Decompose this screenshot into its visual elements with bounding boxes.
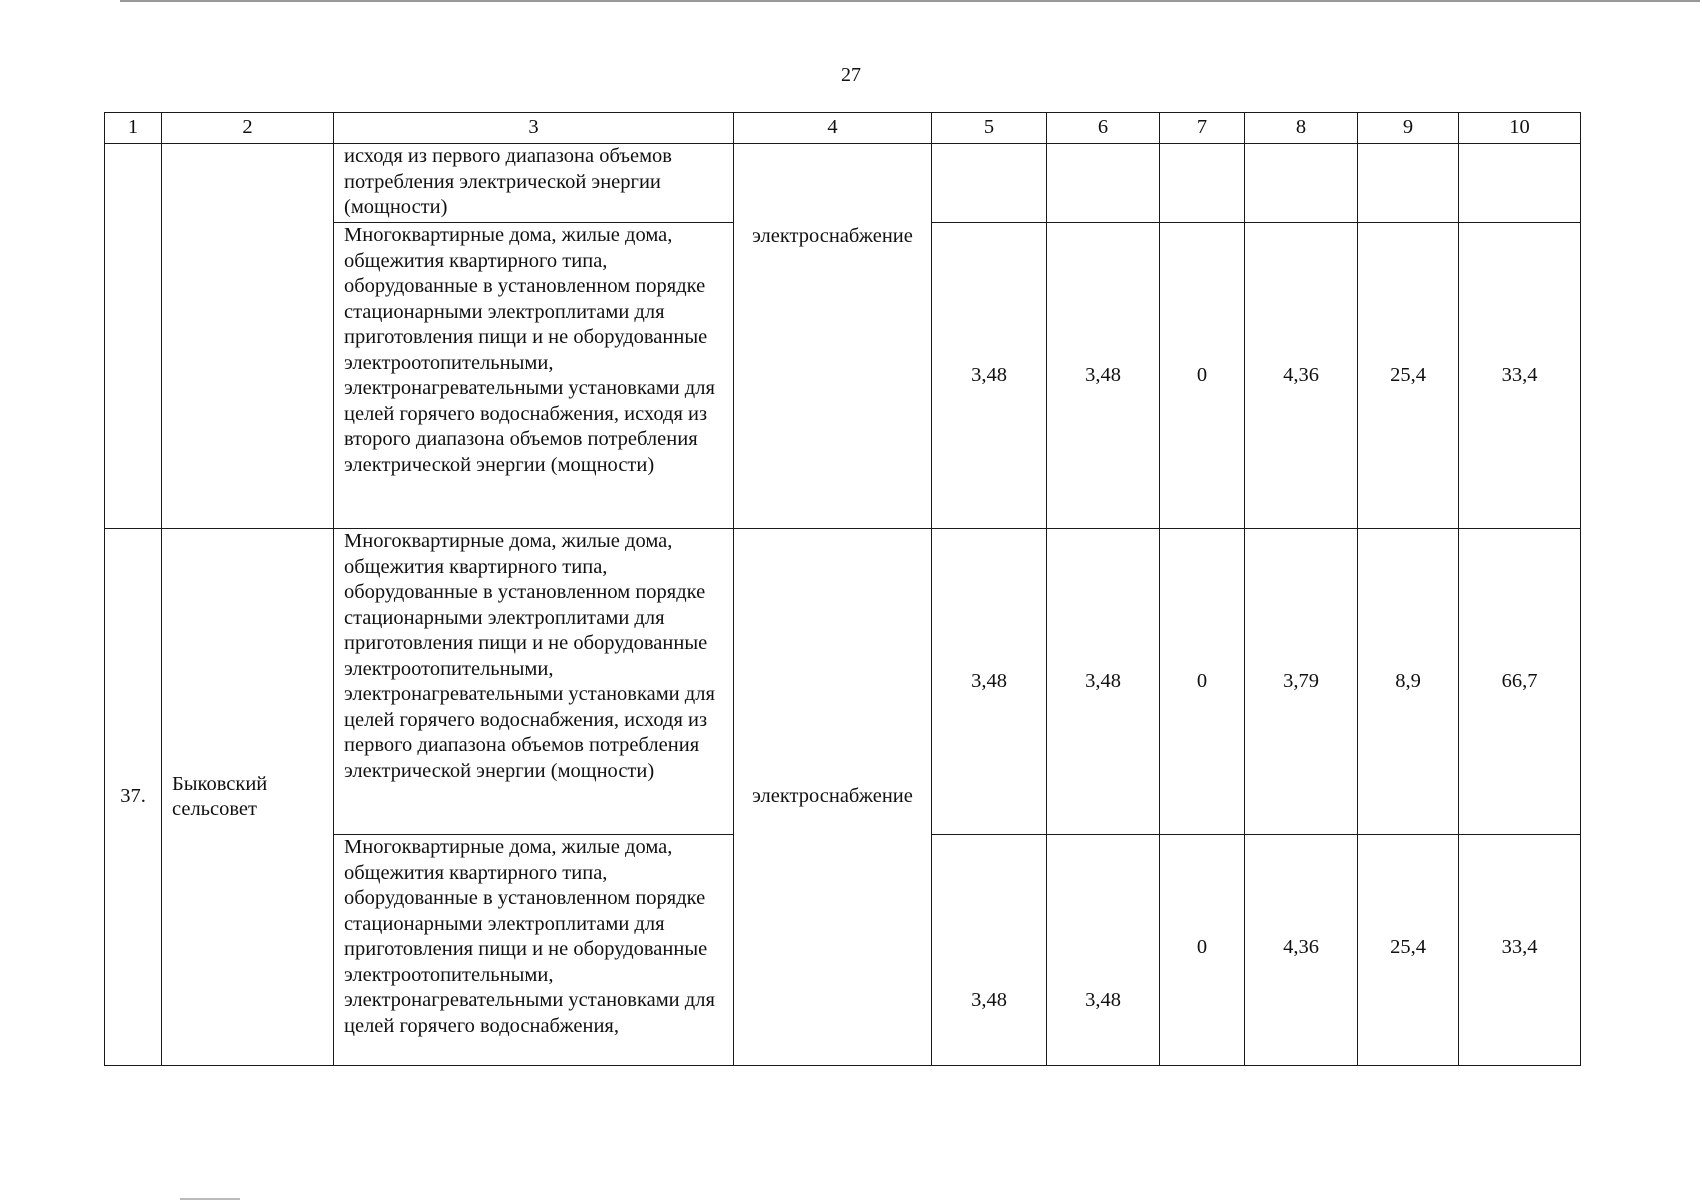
header-col-6: 6 [1047,113,1160,144]
consumer-description: исходя из первого диапазона объемов потребления электрической энергии (мощности) [334,144,734,223]
header-col-5: 5 [932,113,1047,144]
service-type: электроснабжение [734,529,932,1066]
value-cell: 3,48 [932,529,1047,835]
value-cell: 3,48 [932,835,1047,1066]
value-cell: 25,4 [1358,835,1459,1066]
value-cell: 25,4 [1358,223,1459,529]
consumer-description: Многоквартирные дома, жилые дома, общежития квартирного типа, оборудованные в установленном порядке стационарными электроплитами для приготовления пищи и не оборудованные электроотопительными, электронагревательными установками для целей горячего водоснабжения, [334,835,734,1066]
value-cell: 3,48 [1047,529,1160,835]
header-col-1: 1 [105,113,162,144]
header-col-9: 9 [1358,113,1459,144]
header-row [105,113,1581,144]
value-cell [1358,144,1459,223]
value-cell [932,144,1047,223]
header-col-2: 2 [162,113,334,144]
consumer-description: Многоквартирные дома, жилые дома, общежития квартирного типа, оборудованные в установленном порядке стационарными электроплитами для приготовления пищи и не оборудованные электроотопительными, электронагревательными установками для целей горячего водоснабжения, исходя из второго диапазона объемов потребления электрической энергии (мощности) [334,223,734,529]
header-col-7: 7 [1160,113,1245,144]
table-row [105,144,1581,223]
value-cell: 33,4 [1459,835,1581,1066]
value-cell [1160,144,1245,223]
table-row [105,529,1581,835]
value-cell: 3,48 [932,223,1047,529]
value-cell: 66,7 [1459,529,1581,835]
header-col-10: 10 [1459,113,1581,144]
page-number: 27 [841,64,861,86]
value-cell: 0 [1160,529,1245,835]
value-cell: 8,9 [1358,529,1459,835]
value-cell [1459,144,1581,223]
value-cell [1047,144,1160,223]
value-cell: 3,48 [1047,835,1160,1066]
value-cell: 3,48 [1047,223,1160,529]
header-col-4: 4 [734,113,932,144]
header-col-8: 8 [1245,113,1358,144]
value-cell: 3,79 [1245,529,1358,835]
value-cell: 33,4 [1459,223,1581,529]
value-cell: 0 [1160,835,1245,1066]
tariff-table [104,112,1581,1066]
consumer-description: Многоквартирные дома, жилые дома, общежития квартирного типа, оборудованные в установленном порядке стационарными электроплитами для приготовления пищи и не оборудованные электроотопительными, электронагревательными установками для целей горячего водоснабжения, исходя из первого диапазона объемов потребления электрической энергии (мощности) [334,529,734,835]
settlement-cell: Быковский сельсовет [162,529,334,1066]
value-cell: 4,36 [1245,223,1358,529]
header-col-3: 3 [334,113,734,144]
service-type: электроснабжение [734,144,932,529]
value-cell: 0 [1160,223,1245,529]
settlement-cell [162,144,334,529]
value-cell [1245,144,1358,223]
value-cell: 4,36 [1245,835,1358,1066]
row-number-cell [105,144,162,529]
row-number-cell: 37. [105,529,162,1066]
scan-edge-line [120,0,1700,2]
